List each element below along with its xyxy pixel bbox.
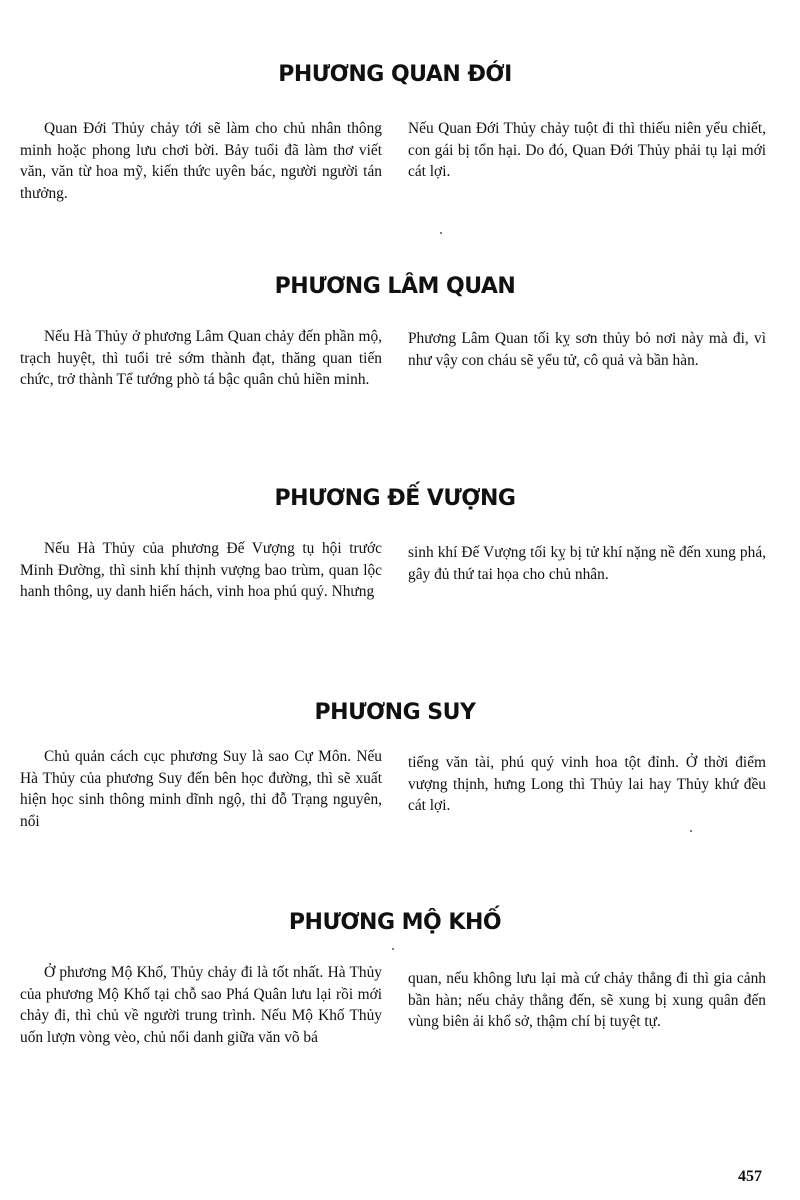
section-left-column: Chủ quản cách cục phương Suy là sao Cự Môn. Nếu Hà Thủy của phương Suy đến bên học đường, thì sẽ xuất hiện học sinh thông minh dĩnh ngộ, thi đỗ Trạng nguyên, nổi bbox=[20, 748, 382, 830]
section-left-column: Ở phương Mộ Khố, Thủy chảy đi là tốt nhất. Hà Thủy của phương Mộ Khố tại chỗ sao Phá Quân lưu lại rồi mới chảy đi, thì chủ về người trung trình. Nếu Mộ Khố Thủy uốn lượn vòng vèo, chủ nổi danh giữa văn võ bá bbox=[20, 964, 382, 1046]
section-right-column: Nếu Quan Đới Thủy chảy tuột đi thì thiếu niên yểu chiết, con gái bị tổn hại. Do đó, Quan Đới Thủy phải tụ lại mới cát lợi. bbox=[408, 120, 766, 180]
section-right-column: quan, nếu không lưu lại mà cứ chảy thẳng đi thì gia cảnh bần hàn; nếu chảy thẳng đến, sẽ xung bị xung quân đến vùng biên ải khổ sở, thậm chí bị tuyệt tự. bbox=[408, 970, 766, 1030]
section-title: PHƯƠNG LÂM QUAN bbox=[274, 274, 516, 299]
section-title: PHƯƠNG QUAN ĐỚI bbox=[278, 62, 512, 87]
section-title: PHƯƠNG SUY bbox=[314, 700, 476, 725]
scan-speck bbox=[690, 830, 692, 832]
section-right-column: Phương Lâm Quan tối kỵ sơn thủy bỏ nơi này mà đi, vì như vậy con cháu sẽ yểu tử, cô quả và bần hàn. bbox=[408, 330, 766, 369]
scan-speck bbox=[440, 232, 442, 234]
section-right-column: sinh khí Đế Vượng tối kỵ bị tử khí nặng nề đến xung phá, gây đủ thứ tai họa cho chủ nhân. bbox=[408, 544, 766, 583]
section-left-column: Nếu Hà Thủy của phương Đế Vượng tụ hội trước Minh Đường, thì sinh khí thịnh vượng bao trùm, quan lộc hanh thông, uy danh hiển hách, vinh hoa phú quý. Nhưng bbox=[20, 540, 382, 600]
section-left-column: Nếu Hà Thủy ở phương Lâm Quan chảy đến phần mộ, trạch huyệt, thì tuổi trẻ sớm thành đạt, thăng quan tiến chức, trở thành Tể tướng phò tá bậc quân chủ hiền minh. bbox=[20, 328, 382, 388]
section-title: PHƯƠNG ĐẾ VƯỢNG bbox=[274, 486, 516, 511]
scan-speck bbox=[392, 948, 394, 950]
section-left-column: Quan Đới Thủy chảy tới sẽ làm cho chủ nhân thông minh hoặc phong lưu chơi bời. Bảy tuổi đã làm thơ viết văn, văn từ hoa mỹ, kiến thức uyên bác, người người tán thưởng. bbox=[20, 120, 382, 202]
page-number: 457 bbox=[738, 1168, 762, 1185]
section-title: PHƯƠNG MỘ KHỐ bbox=[288, 910, 502, 935]
section-right-column: tiếng văn tài, phú quý vinh hoa tột đỉnh. Ở thời điểm vượng thịnh, hưng Long thì Thủy lai hay Thủy khứ đều cát lợi. bbox=[408, 754, 766, 814]
